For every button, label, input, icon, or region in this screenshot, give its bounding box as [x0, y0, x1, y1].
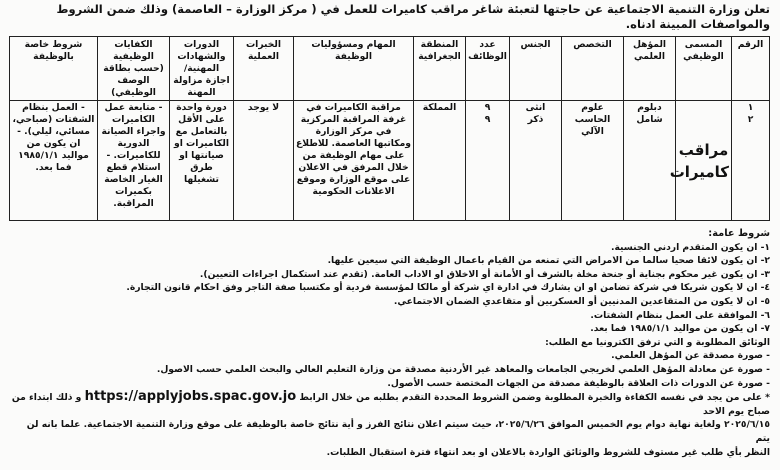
intro-text: تعلن وزارة التنمية الاجتماعية عن حاجتها لتعبئة شاغر مراقب كاميرات للعمل في ( مركز الوزارة – العاصمة) وذلك ضمن الشروط والمواصفات المبينة ادناه. [56, 2, 770, 31]
application-note [10, 390, 770, 418]
term-item: ١- ان يكون المتقدم اردني الجنسية. [611, 241, 770, 253]
cell-gender [510, 101, 562, 221]
cell-number [732, 101, 770, 221]
gender-male: ذكر [527, 114, 544, 125]
note-end: و ذلك ابتداء من صباح يوم الاحد [11, 392, 770, 417]
cell-vacancy-count [466, 101, 510, 221]
documents-heading: الوثائق المطلوبة و التي ترفق الكترونيا مع الطلب: [545, 336, 770, 348]
cell-region: المملكة [414, 101, 466, 221]
header-duties: المهام ومسؤوليات الوظيفة [294, 37, 414, 101]
job-table [9, 36, 770, 221]
general-terms [10, 227, 770, 459]
term-item: ٤- ان لا يكون شريكا في شركة تضامن او ان يشارك في ادارة اي شركة أو مالكا لمؤسسة فردية أو مكتسبا صفة التاجر وفق احكام قانون التجارة. [126, 282, 770, 294]
term-item: ٧- ان يكون من مواليد ١٩٨٥/١/١ فما بعد. [590, 323, 770, 335]
term-item: ٢- ان يكون لائقا صحيا سالما من الامراض التي تمنعه من القيام باعمال الوظيفة التي سيعين عليها. [327, 255, 770, 267]
row-number-2: ٢ [747, 114, 754, 125]
document-item: - صورة عن الدورات ذات العلاقة بالوظيفة مصدقة من الجهات المختصة حسب الأصول. [387, 377, 770, 389]
apply-link[interactable]: https://applyjobs.spac.gov.jo [84, 389, 297, 405]
cell-qualification: دبلوم شامل [624, 101, 676, 221]
header-vacancy-count: عدد الوظائف [466, 37, 510, 101]
cell-specialization: علوم الحاسب الآلي [562, 101, 624, 221]
announcement-intro [10, 2, 770, 32]
header-gender: الجنس [510, 37, 562, 101]
header-specialization: التخصص [562, 37, 624, 101]
row-number-1: ١ [747, 102, 754, 113]
cell-special-conditions: - العمل بنظام الشفتات (صباحي، مسائي، ليلي). - ان يكون من مواليد ١٩٨٥/١/١ فما بعد. [10, 101, 98, 221]
cell-competencies: - متابعة عمل الكاميرات واجراء الصيانة الدورية للكاميرات. - استلام قطع الغيار الخاصة بكميرات المراقبة. [98, 101, 170, 221]
terms-heading: شروط عامة: [708, 228, 770, 239]
table-header-row [10, 37, 770, 101]
term-item: ٦- الموافقة على العمل بنظام الشفتات. [590, 309, 770, 321]
term-item: ٣- ان يكون غير محكوم بجناية أو جنحة مخلة بالشرف أو الأمانة أو الاخلاق او الاداب العامة. (تقدم عند استكمال اجراءات التعيين). [199, 268, 770, 280]
header-special-conditions: شروط خاصة بالوظيفة [10, 37, 98, 101]
count-female: ٩ [484, 102, 491, 113]
cell-courses: دورة واحدة على الأقل بالتعامل مع الكاميرات او صيانتها او طرق تشغيلها [170, 101, 234, 221]
cell-duties: مراقبة الكاميرات في غرفة المراقبة المركزية في مركز الوزارة ومكاتبها العاصمة. للاطلاع على مهام الوظيفة من خلال المرفق في الاعلان على موقع الوزارة وموقع الاعلانات الحكومية [294, 101, 414, 221]
cell-experience: لا يوجد [234, 101, 294, 221]
note-start: * على من يجد في نفسه الكفاءة والخبرة المطلوبة وضمن الشروط المحددة التقدم بطلبه من خلال الرابط [299, 392, 770, 404]
header-qualification: المؤهل العلمي [624, 37, 676, 101]
note-line: النظر بأي طلب غير مستوف للشروط والوثائق الواردة بالاعلان او بعد انتهاء فترة استقبال الطلبات. [326, 446, 770, 458]
header-experience: الخبرات العملية [234, 37, 294, 101]
gender-female: انثى [525, 102, 546, 113]
table-row [10, 101, 770, 221]
count-male: ٩ [484, 114, 491, 125]
cell-job-title: مراقب كاميرات [676, 101, 732, 221]
document-item: - صورة عن معادلة المؤهل العلمي لخريجي الجامعات والمعاهد غير الأردنية مصدقة من وزارة التعليم العالي والبحث العلمي حسب الاصول. [156, 363, 770, 375]
header-competencies: الكفايات الوظيفية (حسب بطاقة الوصف الوظيفي) [98, 37, 170, 101]
document-item: - صورة مصدقة عن المؤهل العلمي. [611, 350, 770, 362]
header-region: المنطقة الجغرافية [414, 37, 466, 101]
term-item: ٥- ان لا يكون من المتقاعدين المدنيين أو العسكريين أو متقاعدي الضمان الاجتماعي. [393, 295, 770, 307]
header-number: الرقم [732, 37, 770, 101]
note-line: ٢٠٢٥/٦/١٥ ولغاية نهاية دوام يوم الخميس الموافق ٢٠٢٥/٦/٢٦، حيث سيتم اعلان نتائج الفرز و أية نتائج خاصة بالوظيفة على موقع وزارة التنمية الاجتماعية. علما بانه لن يتم [26, 419, 770, 444]
header-courses: الدورات والشهادات المهنية/ اجازة مزاولة المهنة [170, 37, 234, 101]
header-job-title: المسمى الوظيفي [676, 37, 732, 101]
